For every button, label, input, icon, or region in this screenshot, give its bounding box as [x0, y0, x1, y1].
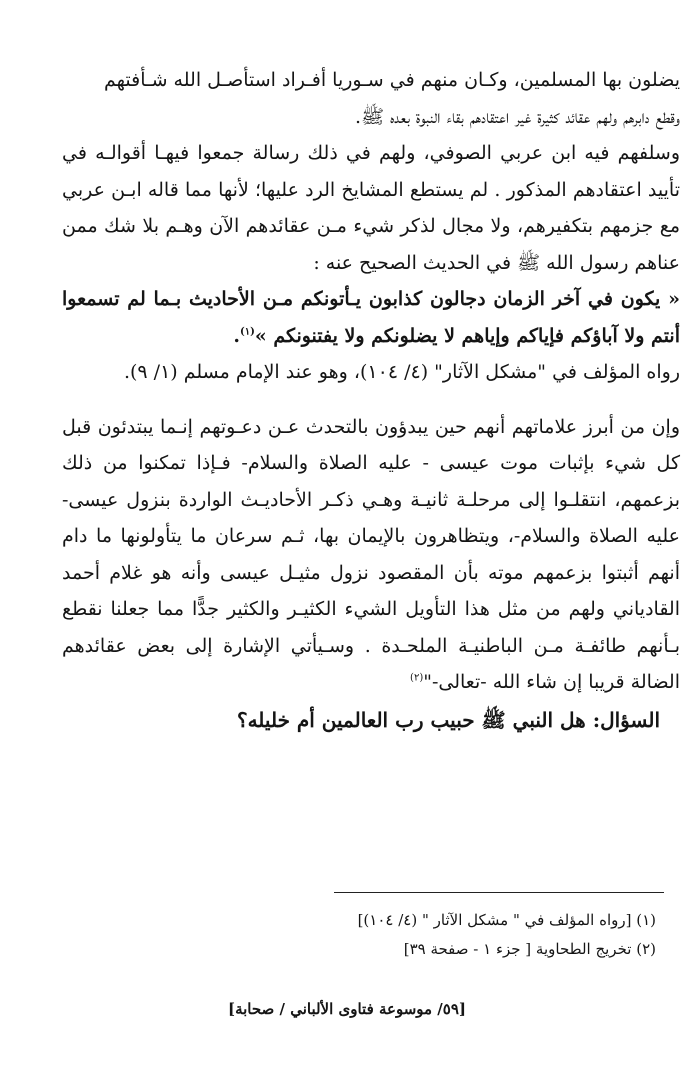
- footnote-1: (١) [رواه المؤلف في " مشكل الآثار " (٤/ ١٠٤)]: [357, 911, 656, 929]
- paragraph-1-line-2: وقطع دابرهم ولهم عقائد كثيرة غير اعتقادهم بقاء النبوة بعده ﷺ.: [355, 105, 680, 128]
- question: [62, 701, 660, 739]
- body-text: [62, 62, 680, 739]
- footnote-2: (٢) تخريج الطحاوية [ جزء ١ - صفحة ٣٩]: [403, 940, 656, 958]
- question-text: هل النبي ﷺ حبيب رب العالمين أم خليله؟: [236, 707, 586, 732]
- hadith-quote-text: « يكون في آخر الزمان دجالون كذابون يـأتونكم مـن الأحاديث بـما لم تسمعوا أنتم ولا آباؤكم فإياكم وإياهم لا يضلونكم ولا يفتنونكم »: [62, 288, 680, 347]
- paragraph-1: [62, 62, 680, 135]
- footnote-divider: [334, 892, 664, 893]
- paragraph-1-line-1: يضلون بها المسلمين، وكـان منهم في سـوريا أفـراد استأصـل الله شـأفتهم: [104, 69, 680, 91]
- question-label: السؤال:: [592, 707, 660, 732]
- hadith-quote: « يكون في آخر الزمان دجالون كذابون يـأتونكم مـن الأحاديث بـما لم تسمعوا أنتم ولا آباؤكم فإياكم وإياهم لا يضلونكم ولا يفتنونكم »$^{(١)}$.: [62, 288, 680, 347]
- page-footer: [٥٩/ موسوعة فتاوى الألباني / صحابة]: [227, 1000, 467, 1018]
- footnotes: [156, 906, 656, 964]
- footnote-ref-1: (١): [239, 326, 255, 338]
- paragraph-2: وسلفهم فيه ابن عربي الصوفي، ولهم في ذلك رسالة جمعوا فيهـا أقوالـه في تأييد اعتقادهم المذكور . لم يستطع المشايخ الرد عليها؛ لأنها مما قاله ابـن عربي مع جزمهم بتكفيرهم، ولا مجال لذكر شيء مـن عقائدهم الآن وهـم بلا شك ممن عناهم رسول الله ﷺ في الحديث الصحيح عنه :: [62, 142, 680, 274]
- paragraph-3: رواه المؤلف في "مشكل الآثار" (٤/ ١٠٤)، وهو عند الإمام مسلم (١/ ٩).: [123, 361, 680, 383]
- footnote-ref-2: (٢): [410, 672, 424, 684]
- paragraph-4: [62, 409, 680, 701]
- paragraph-4-text: وإن من أبرز علاماتهم أنهم حين يبدؤون بالتحدث عـن دعـوتهم إنـما يبتدئون قبل كل شيء بإثبات موت عيسى - عليه الصلاة والسلام- فـإذا تمكنوا من ذلك بزعمهم، انتقلـوا إلى مرحلـة ثانيـة وهـي ذكـر الأحاديـث الواردة بنزول عيسى- عليه الصلاة والسلام-، ويتظاهرون بالإيمان بها، ثـم سرعان ما يتأولونها ما دام أنهم أثبتوا بزعمهم موته بأن المقصود نزول مثيـل عيسى وأنه هو غلام أحمد القادياني ولهم من مثل هذا التأويل الشيء الكثيـر والكثير جدًّا مما جعلنا نقطع بـأنهم طائفـة مـن الباطنيـة الملحـدة . وسـيأتي الإشارة إلى بعض عقائدهم الضالة قريبا إن شاء الله -تعالى-": [62, 415, 680, 693]
